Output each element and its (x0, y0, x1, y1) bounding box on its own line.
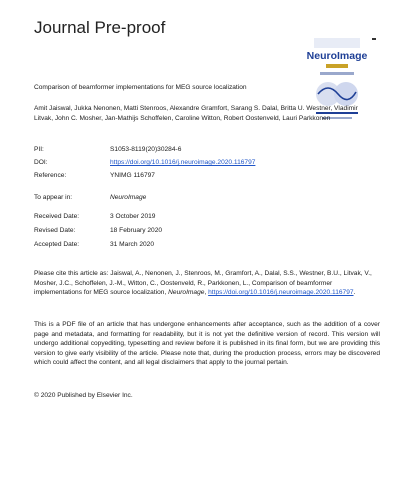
revised-date-label: Revised Date: (34, 227, 76, 234)
pii-label: PII: (34, 146, 44, 153)
doi-label: DOI: (34, 159, 48, 166)
copyright-notice: © 2020 Published by Elsevier Inc. (34, 392, 133, 399)
appear-in-label: To appear in: (34, 194, 73, 201)
logo-journal-name: NeuroImage (306, 50, 368, 62)
article-title: Comparison of beamformer implementations for MEG source localization (34, 84, 247, 91)
disclaimer-paragraph: This is a PDF file of an article that has undergone enhancements after acceptance, such as the addition of a cover page and metadata, and formatting for readability, but it is not yet the definitive version of record. This version will undergo additional copyediting, typesetting and review before it is published in its final form, but we are providing this version to give early visibility of the article. Please note that, during the production process, errors may be discovered which could affect the content, and all legal disclaimers that apply to the journal pertain. (34, 321, 380, 367)
pii-value: S1053-8119(20)30284-6 (110, 146, 182, 153)
reference-label: Reference: (34, 172, 67, 179)
revised-date-value: 18 February 2020 (110, 227, 163, 234)
citation-end: . (353, 289, 356, 297)
citation-journal: NeuroImage (168, 289, 205, 297)
citation-doi-link[interactable]: https://doi.org/10.1016/j.neuroimage.2020.116797 (208, 289, 354, 297)
doi-link[interactable]: https://doi.org/10.1016/j.neuroimage.2020.116797 (110, 159, 256, 166)
received-date-label: Received Date: (34, 213, 80, 220)
accepted-date-value: 31 March 2020 (110, 241, 154, 248)
journal-status-title: Journal Pre-proof (34, 18, 166, 37)
reference-value: YNIMG 116797 (110, 172, 155, 179)
citation-separator: , (204, 289, 209, 297)
author-list: Amit Jaiswal, Jukka Nenonen, Matti Stenroos, Alexandre Gramfort, Sarang S. Dalal, Britta U. Westner, Vladimir Litvak, John C. Mosher, Jan-Mathijs Schoffelen, Caroline Witton, Robert Oostenveld, Lauri Parkkonen (34, 105, 358, 122)
citation-text: Please cite this article as: Jaiswal, A., Nenonen, J., Stenroos, M., Gramfort, A., Dalal, S.S., Westner, B.U., Litvak, V., Mosher, J.C., Schoffelen, J.-M., Witton, C., Oostenveld, R., Parkkonen, L., Comparison of beamformer implementations for MEG source localization, (34, 270, 372, 297)
citation-paragraph (34, 269, 380, 298)
appear-in-journal: NeuroImage (110, 194, 147, 201)
received-date-value: 3 October 2019 (110, 213, 156, 220)
accepted-date-label: Accepted Date: (34, 241, 80, 248)
